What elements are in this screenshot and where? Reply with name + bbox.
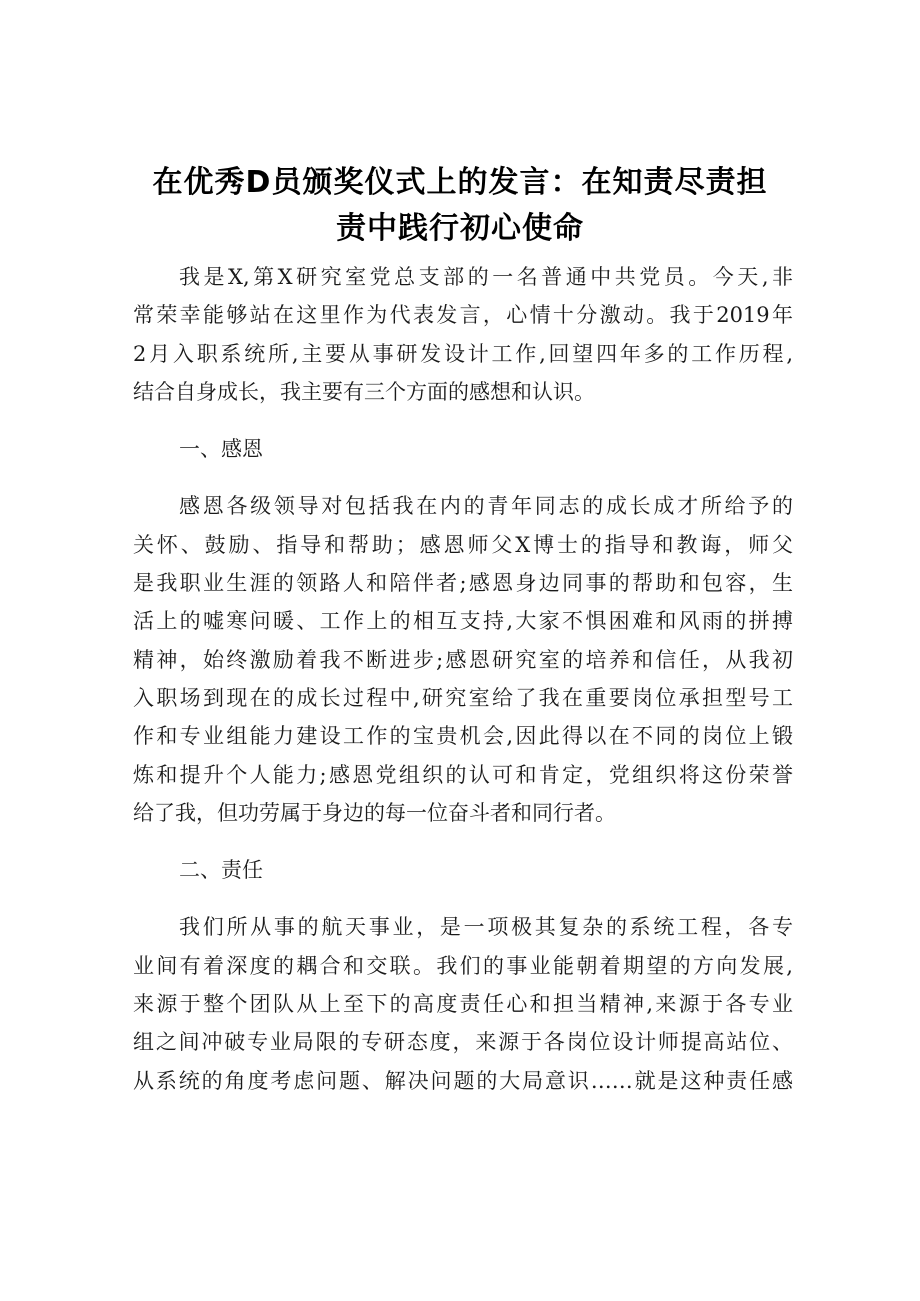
paragraph-line: 作和专业组能力建设工作的宝贵机会,因此得以在不同的岗位上锻 [133,724,793,749]
paragraph-line: 我们所从事的航天事业，是一项极其复杂的系统工程，各专 [179,915,793,940]
paragraph-line: 精神，始终激励着我不断进步;感恩研究室的培养和信任，从我初 [133,647,793,672]
title-line-1: 在优秀D员颁奖仪式上的发言：在知责尽责担 [152,165,768,200]
section-heading-responsibility: 二、责任 [179,858,263,883]
paragraph-line: 是我职业生涯的领路人和陪伴者;感恩身边同事的帮助和包容，生 [133,571,793,596]
paragraph-line: 给了我，但功劳属于身边的每一位奋斗者和同行者。 [133,800,616,825]
title-line-2: 责中践行初心使命 [336,211,584,246]
paragraph-line: 入职场到现在的成长过程中,研究室给了我在重要岗位承担型号工 [133,685,793,710]
paragraph-line: 从系统的角度考虑问题、解决问题的大局意识……就是这种责任感 [133,1068,793,1093]
responsibility-paragraph [133,908,793,1099]
intro-paragraph [133,258,793,411]
paragraph-line: 结合自身成长，我主要有三个方面的感想和认识。 [133,379,595,404]
paragraph-line: 业间有着深度的耦合和交联。我们的事业能朝着期望的方向发展, [133,953,793,978]
paragraph-line: 我是X,第X研究室党总支部的一名普通中共党员。今天,非 [179,265,793,289]
paragraph-line: 来源于整个团队从上至下的高度责任心和担当精神,来源于各专业 [133,992,793,1017]
paragraph-line: 常荣幸能够站在这里作为代表发言，心情十分激动。我于2019年 [133,303,793,328]
gratitude-paragraph [133,487,793,832]
paragraph-line: 关怀、鼓励、指导和帮助；感恩师父X博士的指导和教诲，师父 [133,532,793,557]
section-heading-gratitude: 一、感恩 [179,437,263,462]
paragraph-line: 活上的嘘寒问暖、工作上的相互支持,大家不惧困难和风雨的拼搏 [133,609,793,634]
paragraph-line: 感恩各级领导对包括我在内的青年同志的成长成才所给予的 [179,494,793,519]
document-body [133,258,793,1100]
paragraph-line: 2月入职系统所,主要从事研发设计工作,回望四年多的工作历程, [133,341,793,366]
paragraph-line: 炼和提升个人能力;感恩党组织的认可和肯定，党组织将这份荣誉 [133,762,793,787]
paragraph-line: 组之间冲破专业局限的专研态度，来源于各岗位设计师提高站位、 [133,1030,793,1055]
document-title [120,160,800,252]
